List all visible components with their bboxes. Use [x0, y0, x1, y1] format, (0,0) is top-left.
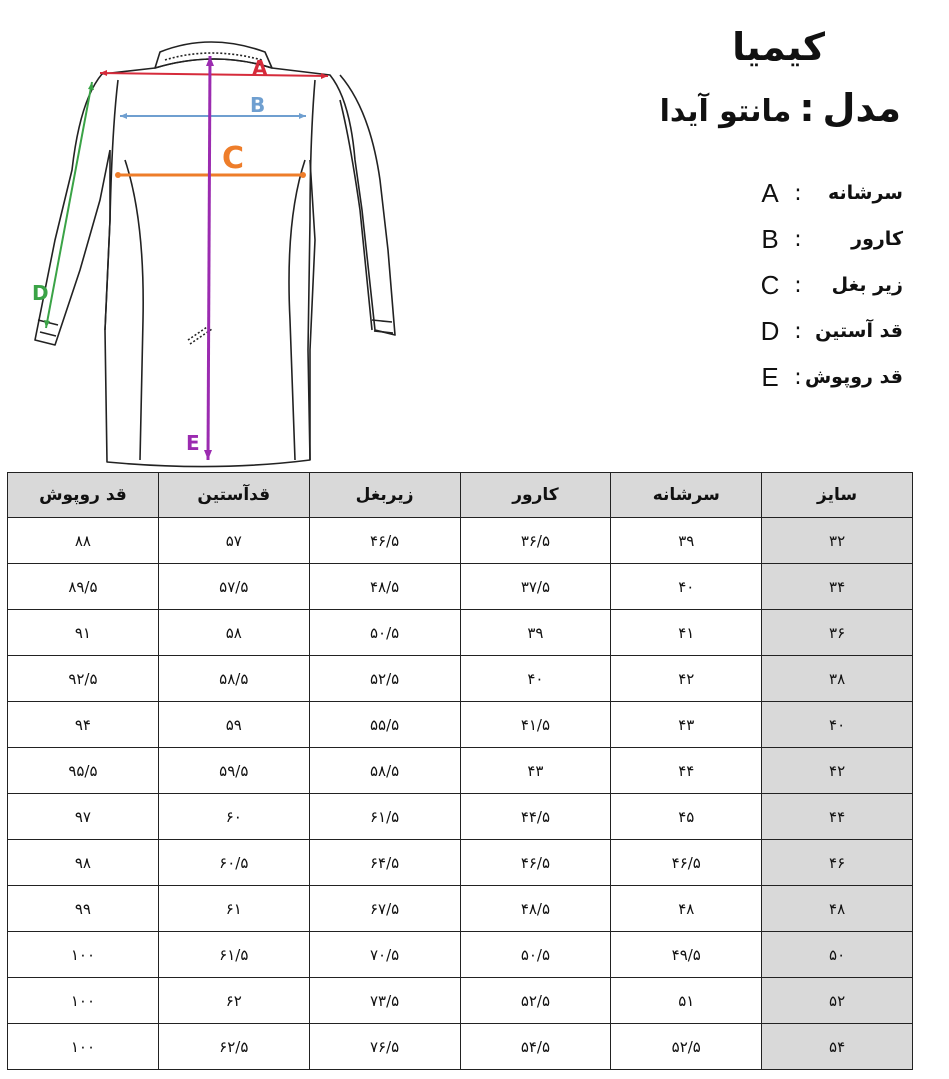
- legend-name: کارور: [851, 228, 903, 250]
- sleeve-length-cell: ۵۸: [158, 610, 309, 656]
- size-cell: ۴۸: [762, 886, 913, 932]
- header-back-width: کارور: [460, 473, 611, 518]
- model-title: [660, 86, 901, 130]
- shoulder-cell: ۳۹: [611, 518, 762, 564]
- underarm-cell: ۷۶/۵: [309, 1024, 460, 1070]
- back-width-cell: ۵۴/۵: [460, 1024, 611, 1070]
- legend-name: سرشانه: [828, 182, 903, 204]
- shoulder-cell: ۴۱: [611, 610, 762, 656]
- back-width-cell: ۴۴/۵: [460, 794, 611, 840]
- underarm-cell: ۷۳/۵: [309, 978, 460, 1024]
- table-row: [8, 886, 913, 932]
- legend-colon: :: [794, 364, 802, 390]
- sleeve-length-cell: ۶۱: [158, 886, 309, 932]
- sleeve-length-cell: ۵۹/۵: [158, 748, 309, 794]
- table-row: [8, 702, 913, 748]
- table-row: [8, 748, 913, 794]
- sleeve-length-cell: ۶۲: [158, 978, 309, 1024]
- legend-name: قد آستین: [815, 320, 903, 342]
- size-cell: ۴۰: [762, 702, 913, 748]
- legend-letter: B: [761, 223, 779, 254]
- size-cell: ۴۶: [762, 840, 913, 886]
- back-width-cell: ۳۷/۵: [460, 564, 611, 610]
- legend-colon: :: [794, 226, 802, 252]
- table-row: [8, 840, 913, 886]
- back-width-cell: ۳۹: [460, 610, 611, 656]
- legend-name: قد روپوش: [804, 366, 903, 388]
- shoulder-cell: ۴۳: [611, 702, 762, 748]
- header-coat-length: قد روپوش: [8, 473, 159, 518]
- header-underarm: زیربغل: [309, 473, 460, 518]
- sleeve-length-cell: ۶۲/۵: [158, 1024, 309, 1070]
- size-cell: ۳۴: [762, 564, 913, 610]
- size-cell: ۴۲: [762, 748, 913, 794]
- header-sleeve-length: قدآستین: [158, 473, 309, 518]
- table-row: [8, 564, 913, 610]
- measurement-legend: [703, 170, 903, 400]
- coat-length-cell: ۸۹/۵: [8, 564, 159, 610]
- table-body: [8, 518, 913, 1070]
- header-size: سایز: [762, 473, 913, 518]
- label-e: E: [186, 431, 200, 455]
- underarm-cell: ۶۴/۵: [309, 840, 460, 886]
- table-row: [8, 932, 913, 978]
- sleeve-length-cell: ۶۰/۵: [158, 840, 309, 886]
- table-row: [8, 656, 913, 702]
- table-row: [8, 794, 913, 840]
- legend-item: [703, 354, 903, 400]
- shoulder-cell: ۴۵: [611, 794, 762, 840]
- shoulder-cell: ۵۱: [611, 978, 762, 1024]
- back-width-cell: ۴۰: [460, 656, 611, 702]
- shoulder-cell: ۴۶/۵: [611, 840, 762, 886]
- shoulder-cell: ۴۴: [611, 748, 762, 794]
- underarm-cell: ۶۷/۵: [309, 886, 460, 932]
- coat-length-cell: ۹۵/۵: [8, 748, 159, 794]
- shoulder-cell: ۴۸: [611, 886, 762, 932]
- legend-letter: D: [760, 315, 780, 346]
- sleeve-length-cell: ۶۰: [158, 794, 309, 840]
- model-separator: :: [799, 86, 815, 130]
- coat-length-cell: ۹۲/۵: [8, 656, 159, 702]
- table-header-row: [8, 473, 913, 518]
- table-row: [8, 1024, 913, 1070]
- coat-illustration: [10, 20, 430, 470]
- back-width-cell: ۳۶/۵: [460, 518, 611, 564]
- back-width-cell: ۴۱/۵: [460, 702, 611, 748]
- measure-b-line: [120, 113, 306, 119]
- header-shoulder: سرشانه: [611, 473, 762, 518]
- size-cell: ۵۴: [762, 1024, 913, 1070]
- underarm-cell: ۵۸/۵: [309, 748, 460, 794]
- coat-length-cell: ۹۹: [8, 886, 159, 932]
- legend-letter: E: [761, 361, 779, 392]
- legend-colon: :: [794, 180, 802, 206]
- underarm-cell: ۴۶/۵: [309, 518, 460, 564]
- legend-colon: :: [794, 318, 802, 344]
- sleeve-length-cell: ۶۱/۵: [158, 932, 309, 978]
- model-name: مانتو آیدا: [659, 94, 792, 129]
- underarm-cell: ۴۸/۵: [309, 564, 460, 610]
- label-b: B: [250, 93, 266, 117]
- size-cell: ۳۸: [762, 656, 913, 702]
- underarm-cell: ۵۰/۵: [309, 610, 460, 656]
- size-cell: ۵۲: [762, 978, 913, 1024]
- legend-letter: C: [760, 269, 780, 300]
- coat-length-cell: ۱۰۰: [8, 978, 159, 1024]
- coat-length-cell: ۹۴: [8, 702, 159, 748]
- legend-item: [703, 170, 903, 216]
- underarm-cell: ۵۵/۵: [309, 702, 460, 748]
- shoulder-cell: ۵۲/۵: [611, 1024, 762, 1070]
- legend-item: [703, 308, 903, 354]
- coat-length-cell: ۹۷: [8, 794, 159, 840]
- underarm-cell: ۵۲/۵: [309, 656, 460, 702]
- shoulder-cell: ۴۰: [611, 564, 762, 610]
- legend-letter: A: [761, 177, 779, 208]
- coat-length-cell: ۹۱: [8, 610, 159, 656]
- table-row: [8, 518, 913, 564]
- legend-name: زیر بغل: [831, 274, 903, 296]
- size-cell: ۴۴: [762, 794, 913, 840]
- shoulder-cell: ۴۹/۵: [611, 932, 762, 978]
- underarm-cell: ۷۰/۵: [309, 932, 460, 978]
- coat-length-cell: ۱۰۰: [8, 1024, 159, 1070]
- legend-item: [703, 262, 903, 308]
- garment-diagram: [10, 20, 430, 470]
- measure-d-line: [44, 82, 94, 328]
- shoulder-cell: ۴۲: [611, 656, 762, 702]
- back-width-cell: ۴۳: [460, 748, 611, 794]
- size-cell: ۳۲: [762, 518, 913, 564]
- label-d: D: [32, 281, 49, 305]
- table-row: [8, 610, 913, 656]
- coat-length-cell: ۸۸: [8, 518, 159, 564]
- label-c: C: [222, 141, 245, 176]
- sleeve-length-cell: ۵۹: [158, 702, 309, 748]
- table-row: [8, 978, 913, 1024]
- size-table: [7, 472, 913, 1070]
- coat-length-cell: ۹۸: [8, 840, 159, 886]
- back-width-cell: ۵۲/۵: [460, 978, 611, 1024]
- legend-colon: :: [794, 272, 802, 298]
- underarm-cell: ۶۱/۵: [309, 794, 460, 840]
- legend-item: [703, 216, 903, 262]
- back-width-cell: ۴۸/۵: [460, 886, 611, 932]
- sleeve-length-cell: ۵۷/۵: [158, 564, 309, 610]
- brand-title: کیمیا: [732, 25, 825, 69]
- back-width-cell: ۴۶/۵: [460, 840, 611, 886]
- sleeve-length-cell: ۵۸/۵: [158, 656, 309, 702]
- size-cell: ۳۶: [762, 610, 913, 656]
- size-cell: ۵۰: [762, 932, 913, 978]
- back-width-cell: ۵۰/۵: [460, 932, 611, 978]
- model-label: مدل: [822, 86, 901, 130]
- sleeve-length-cell: ۵۷: [158, 518, 309, 564]
- label-a: A: [252, 56, 268, 80]
- coat-length-cell: ۱۰۰: [8, 932, 159, 978]
